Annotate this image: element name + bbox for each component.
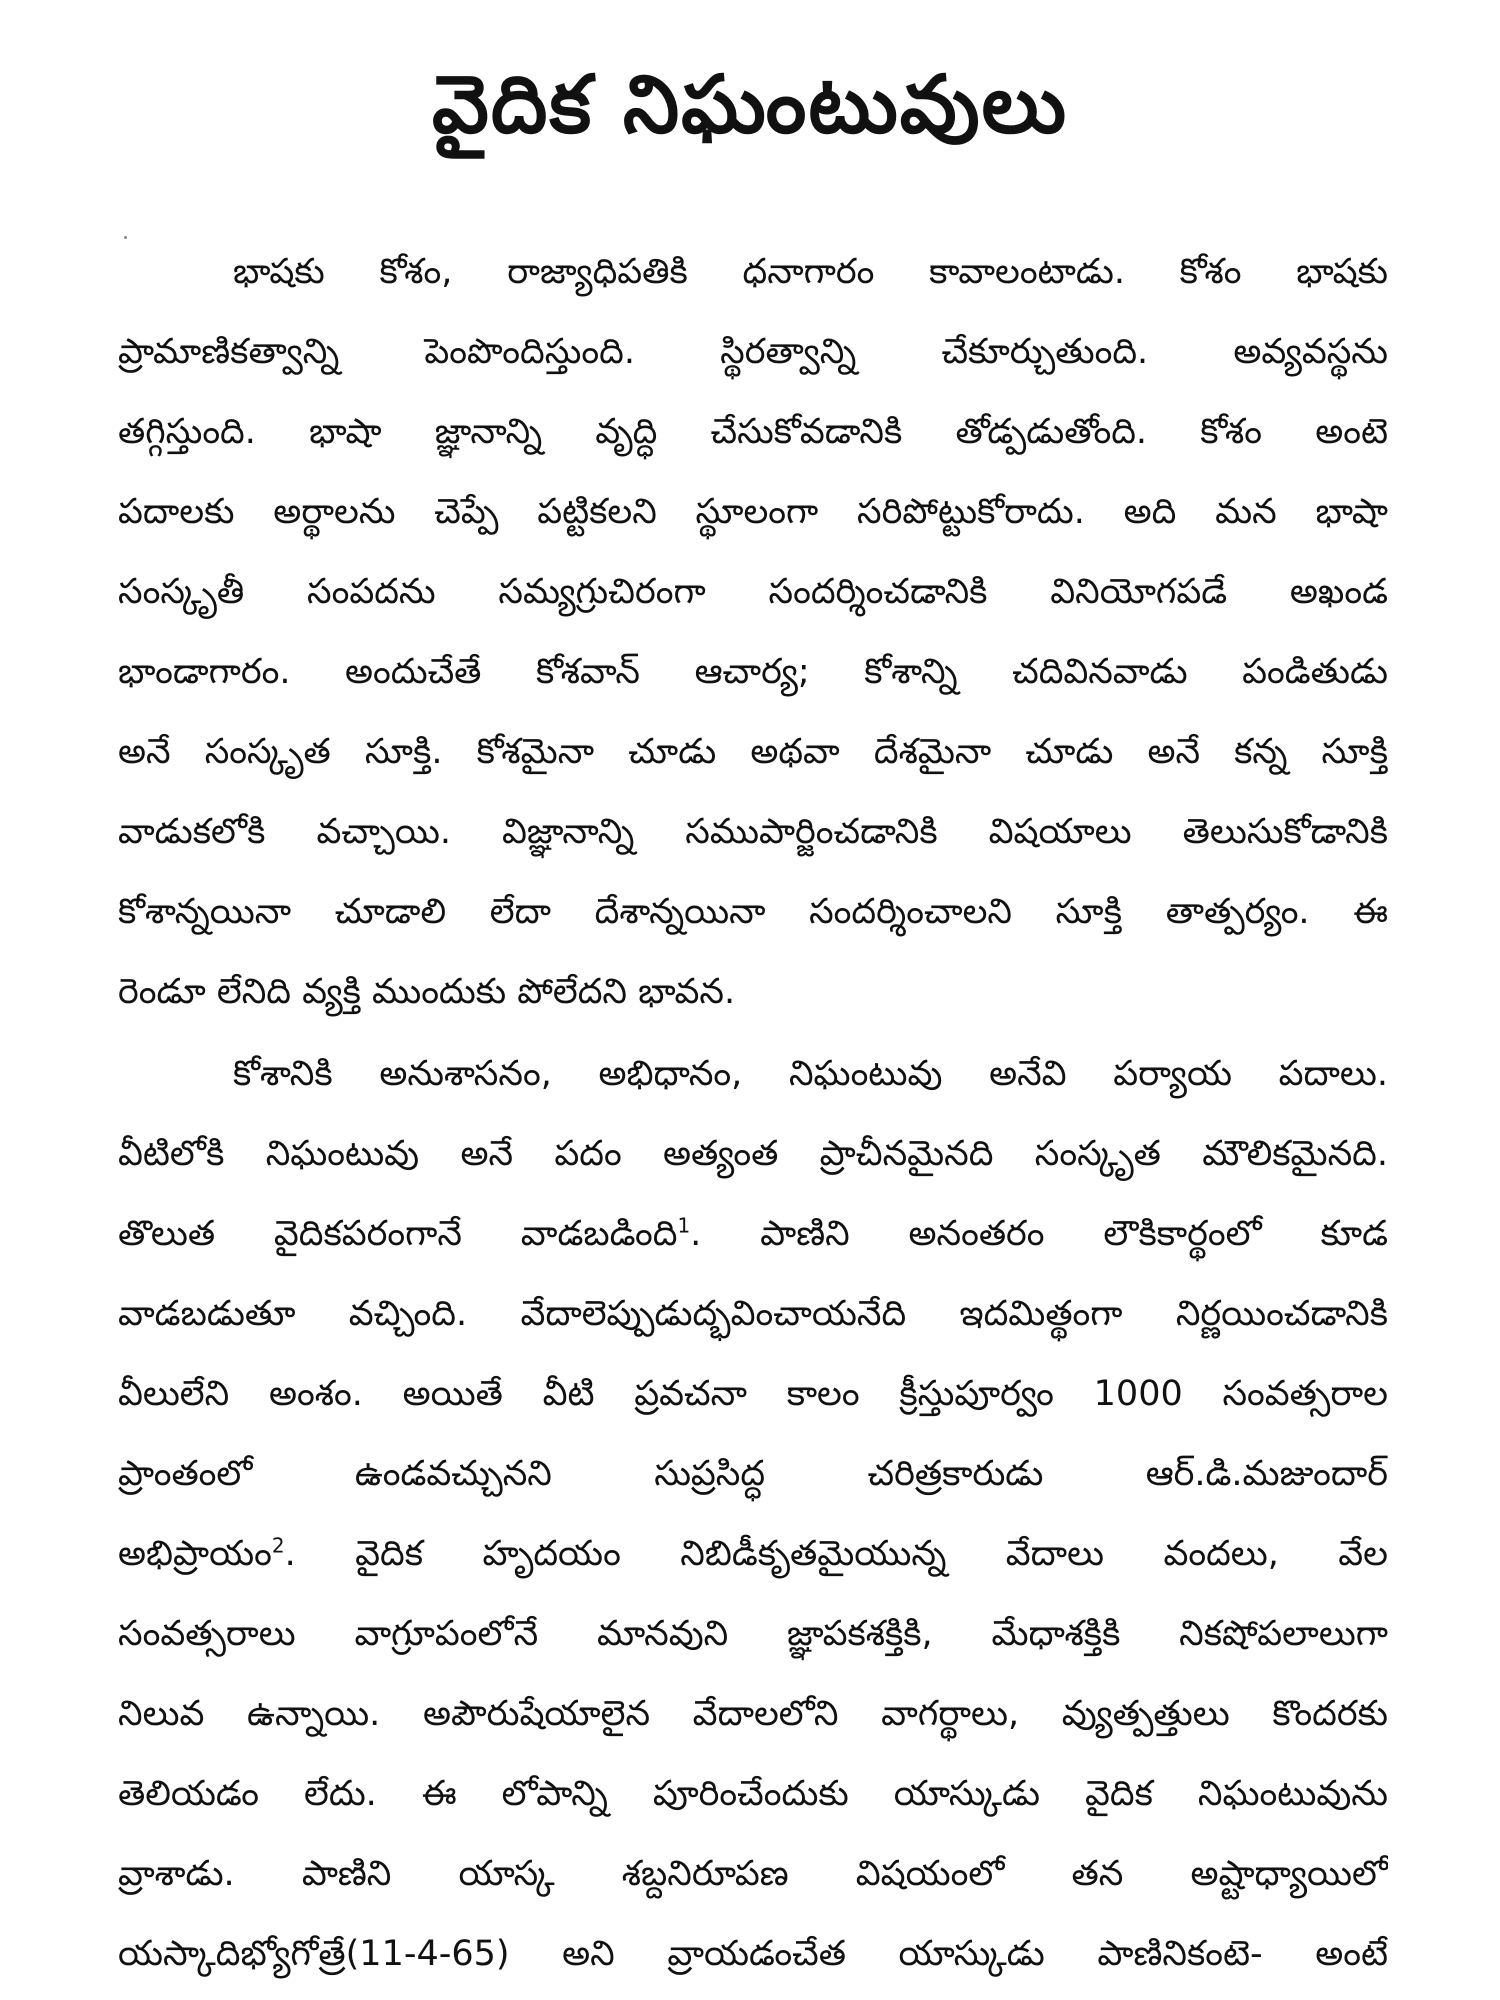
paragraph-line: రెండూ లేనిది వ్యక్తి ముందుకు పోలేదని భావన. <box>118 972 736 1012</box>
line-segment: వైదిక హృదయం నిబిడీకృతమైయున్న వేదాలు వందలు, వేల <box>355 1534 1388 1574</box>
paragraph-line: వీలులేని అంశం. అయితే వీటి ప్రవచనా కాలం క్రీస్తుపూర్వం 1000 సంవత్సరాల <box>118 1374 1388 1414</box>
paragraph-1 <box>118 232 1388 1032</box>
paragraph-line-with-footnote <box>118 1514 1388 1594</box>
paragraph-line: వ్రాశాడు. పాణిని యాస్క శబ్దనిరూపణ విషయంలో తన అష్టాధ్యాయిలో <box>118 1854 1388 1894</box>
paragraph-line-with-footnote: తొలుత వైదికపరంగానే వాడబడింది$^1$. పాణిని అనంతరం లౌకికార్థంలో కూడ <box>118 1213 1388 1254</box>
paragraph-line: అనే సంస్కృత సూక్తి. కోశమైనా చూడు అథవా దేశమైనా చూడు అనే కన్న సూక్తి <box>118 732 1388 772</box>
paragraph-line: వీటిలోకి నిఘంటువు అనే పదం అత్యంత ప్రాచీనమైనది సంస్కృత మౌలికమైనది. <box>118 1134 1388 1174</box>
paragraph-line: ప్రాంతంలో ఉండవచ్చునని సుప్రసిద్ధ చరిత్రకారుడు ఆర్.డి.మజుందార్ <box>118 1454 1388 1494</box>
line-segment: తొలుత వైదికపరంగానే వాడబడింది <box>118 1214 678 1254</box>
paragraph-line: తెలియడం లేదు. ఈ లోపాన్ని పూరించేందుకు యాస్కుడు వైదిక నిఘంటువును <box>118 1774 1388 1814</box>
paragraph-line: సంస్కృతీ సంపదను సమ్యగ్రుచిరంగా సందర్శించడానికి వినియోగపడే అఖండ <box>118 572 1388 612</box>
paragraph-line: సంవత్సరాలు వాగ్రూపంలోనే మానవుని జ్ఞాపకశక్తికి, మేధాశక్తికి నికషోపలాలుగా <box>118 1614 1388 1654</box>
page-title: వైదిక నిఘంటువులు <box>431 58 1068 151</box>
footnote-suffix: . <box>284 1534 296 1574</box>
paragraph-line: తగ్గిస్తుంది. భాషా జ్ఞానాన్ని వృద్ధి చేసుకోవడానికి తోడ్పడుతోంది. కోశం అంటె <box>118 412 1388 452</box>
footnote-marker: 2 <box>271 1533 285 1558</box>
paragraph-2 <box>118 1034 1388 1994</box>
paragraph-line: పదాలకు అర్థాలను చెప్పే పట్టికలని స్థూలంగా సరిపోట్టుకోరాదు. అది మన భాషా <box>118 492 1388 532</box>
paragraph-line: వాడుకలోకి వచ్చాయి. విజ్ఞానాన్ని సముపార్జించడానికి విషయాలు తెలుసుకోడానికి <box>118 812 1388 852</box>
paragraph-line: కోశానికి అనుశాసనం, అభిధానం, నిఘంటువు అనేవి పర్యాయ పదాలు. <box>233 1054 1388 1094</box>
line-segment: అభిప్రాయం <box>118 1534 272 1574</box>
footnote-marker: 1 <box>677 1213 691 1238</box>
paragraph-line: వాడబడుతూ వచ్చింది. వేదాలెప్పుడుద్భవించాయనేది ఇదమిత్థంగా నిర్ణయించడానికి <box>118 1294 1388 1334</box>
paragraph-line: నిలువ ఉన్నాయి. అపౌరుషేయాలైన వేదాలలోని వాగర్థాలు, వ్యుత్పత్తులు కొందరకు <box>118 1694 1388 1734</box>
paragraph-line: యస్కాదిభ్యోగోత్రే(11-4-65) అని వ్రాయడంచేత యాస్కుడు పాణినికంటె- అంటే <box>118 1934 1388 1974</box>
paragraph-line: కోశాన్నయినా చూడాలి లేదా దేశాన్నయినా సందర్శించాలని సూక్తి తాత్పర్యం. ఈ <box>118 892 1388 932</box>
paragraph-line: ప్రామాణికత్వాన్ని పెంపొందిస్తుంది. స్థిరత్వాన్ని చేకూర్చుతుంది. అవ్యవస్థను <box>118 332 1388 372</box>
line-segment: పాణిని అనంతరం లౌకికార్థంలో కూడ <box>760 1214 1388 1254</box>
paragraph-line: భాషకు కోశం, రాజ్యాధిపతికి ధనాగారం కావాలంటాడు. కోశం భాషకు <box>233 252 1388 292</box>
paragraph-line: భాండాగారం. అందుచేతే కోశవాన్ ఆచార్య; కోశాన్ని చదివినవాడు పండితుడు <box>118 652 1388 692</box>
